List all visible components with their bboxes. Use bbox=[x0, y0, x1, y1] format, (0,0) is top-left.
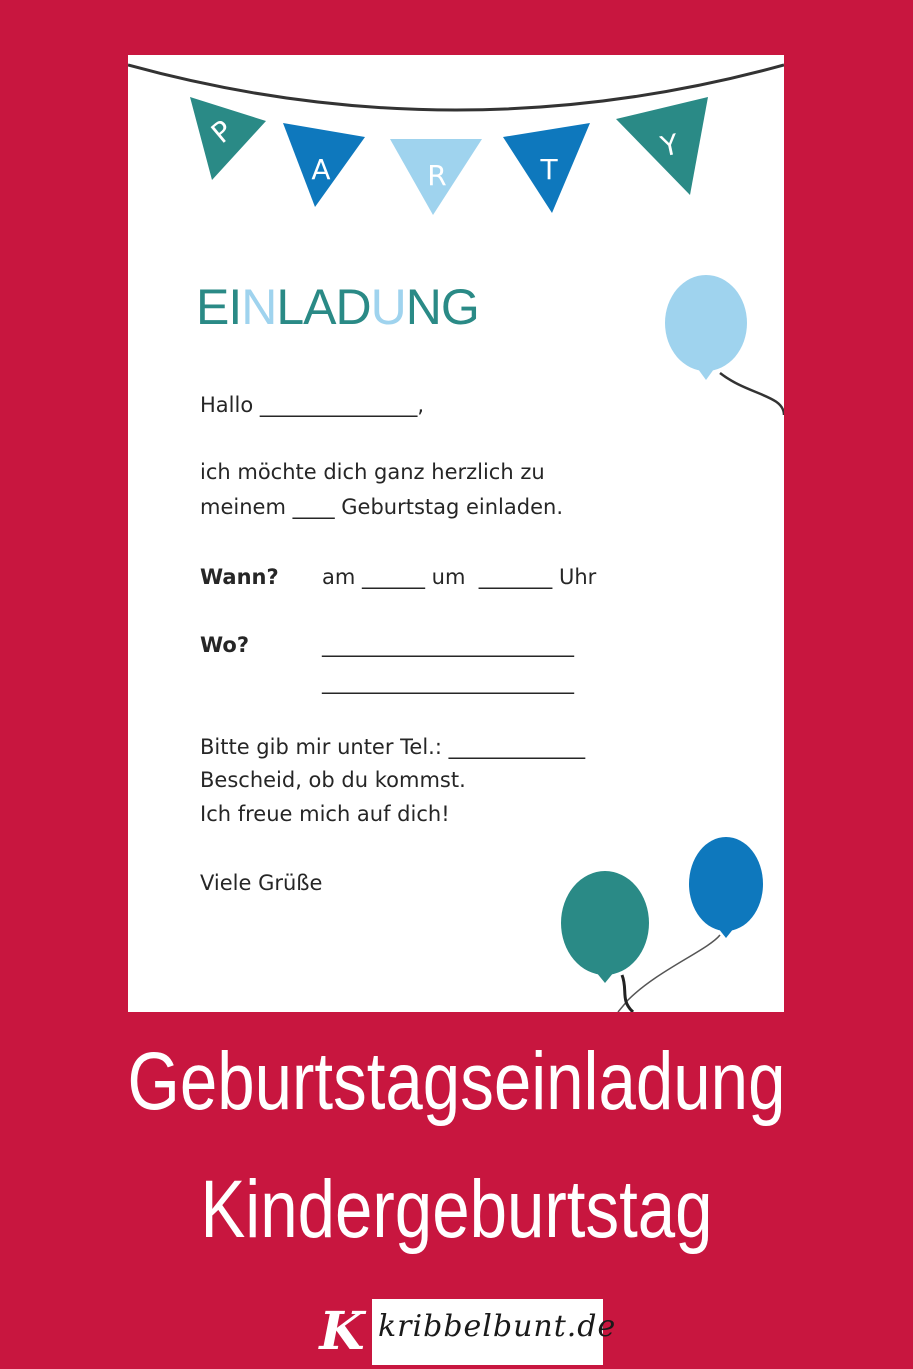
where-line-2: ________________________ bbox=[322, 670, 574, 694]
pennant-letter-y: Y bbox=[657, 127, 682, 164]
bunting-flag-r bbox=[390, 139, 482, 215]
bunting-flag-t bbox=[503, 123, 590, 213]
pennant-letter-a: A bbox=[311, 153, 331, 186]
body-line-1: ich möchte dich ganz herzlich zu bbox=[200, 460, 545, 484]
bunting-flag-p bbox=[190, 97, 266, 180]
closing-line: Viele Grüße bbox=[200, 871, 323, 895]
logo-text: kribbelbunt.de bbox=[378, 1309, 617, 1344]
footer-title-line-1: Geburtstagseinladung bbox=[127, 1036, 786, 1127]
invitation-title: EINLADUNG bbox=[196, 279, 479, 335]
reply-line: Bescheid, ob du kommst. bbox=[200, 768, 466, 792]
pennant-letter-r: R bbox=[427, 159, 447, 192]
body-line-2: meinem ____ Geburtstag einladen. bbox=[200, 495, 563, 519]
site-logo[interactable] bbox=[312, 1299, 617, 1365]
pennant-letter-t: T bbox=[540, 153, 558, 186]
where-label: Wo? bbox=[200, 633, 250, 657]
balloon-teal bbox=[561, 871, 649, 1012]
looking-forward-line: Ich freue mich auf dich! bbox=[200, 802, 450, 826]
footer-title-line-2: Kindergeburtstag bbox=[200, 1164, 713, 1255]
when-value: am ______ um _______ Uhr bbox=[322, 565, 597, 589]
when-label: Wann? bbox=[200, 565, 279, 589]
bunting-flag-a bbox=[283, 123, 365, 207]
where-line-1: ________________________ bbox=[322, 633, 574, 657]
bunting-flag-y bbox=[616, 97, 708, 195]
logo-k-icon: K bbox=[312, 1299, 372, 1365]
pennant-letter-p: P bbox=[204, 113, 240, 150]
phone-line: Bitte gib mir unter Tel.: _____________ bbox=[200, 735, 586, 759]
balloon-light-blue bbox=[665, 275, 784, 415]
greeting-line: Hallo _______________, bbox=[200, 393, 425, 417]
invitation-card bbox=[128, 55, 784, 1012]
